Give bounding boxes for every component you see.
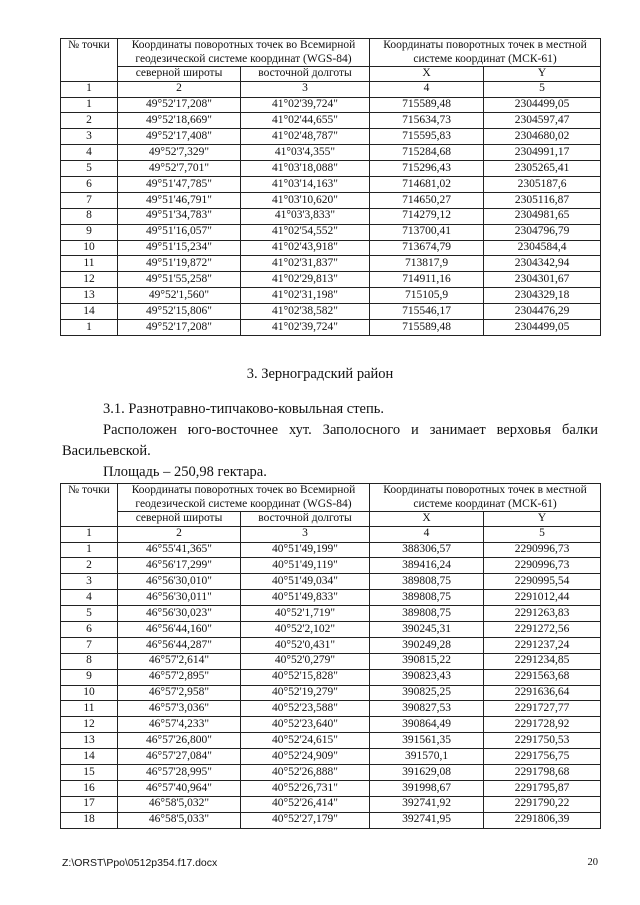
table-row xyxy=(61,780,601,796)
cell-point-number: 13 xyxy=(61,288,118,304)
cell-point-number: 18 xyxy=(61,812,118,828)
table-row xyxy=(61,669,601,685)
cell-x: 390245,31 xyxy=(370,621,484,637)
cell-point-number: 11 xyxy=(61,701,118,717)
table-row xyxy=(61,256,601,272)
cell-latitude: 49°51'46,791" xyxy=(118,192,241,208)
cell-longitude: 40°51'49,119" xyxy=(241,558,370,574)
cell-latitude: 49°51'55,258" xyxy=(118,272,241,288)
cell-x: 389808,75 xyxy=(370,590,484,606)
cell-longitude: 40°52'26,414" xyxy=(241,796,370,812)
cell-y: 2291750,53 xyxy=(484,733,601,749)
table-row xyxy=(61,606,601,622)
cell-y: 2304342,94 xyxy=(484,256,601,272)
cell-y: 2291790,22 xyxy=(484,796,601,812)
header-longitude: восточной долготы xyxy=(241,67,370,82)
table-row xyxy=(61,796,601,812)
cell-latitude: 49°51'19,872" xyxy=(118,256,241,272)
area-text: Площадь – 250,98 гектара. xyxy=(103,464,267,480)
cell-y: 2304499,05 xyxy=(484,319,601,335)
cell-y: 2291728,92 xyxy=(484,717,601,733)
cell-longitude: 40°52'0,279" xyxy=(241,653,370,669)
cell-latitude: 49°52'7,701" xyxy=(118,161,241,177)
cell-longitude: 41°03'4,355" xyxy=(241,145,370,161)
column-index-cell: 5 xyxy=(484,526,601,542)
cell-longitude: 40°51'49,034" xyxy=(241,574,370,590)
cell-x: 391570,1 xyxy=(370,749,484,765)
cell-y: 2290996,73 xyxy=(484,558,601,574)
cell-longitude: 40°52'24,909" xyxy=(241,749,370,765)
cell-x: 390864,49 xyxy=(370,717,484,733)
column-index-cell: 5 xyxy=(484,81,601,97)
cell-y: 2304796,79 xyxy=(484,224,601,240)
cell-longitude: 41°02'39,724" xyxy=(241,97,370,113)
cell-x: 390249,28 xyxy=(370,637,484,653)
cell-y: 2304499,05 xyxy=(484,97,601,113)
cell-y: 2291727,77 xyxy=(484,701,601,717)
cell-latitude: 49°51'15,234" xyxy=(118,240,241,256)
cell-point-number: 5 xyxy=(61,606,118,622)
subsection-title: 3.1. Разнотравно-типчаково-ковыльная степь. xyxy=(103,401,384,417)
section-heading: 3. Зерноградский район xyxy=(246,366,394,382)
cell-x: 392741,92 xyxy=(370,796,484,812)
cell-latitude: 46°57'40,964" xyxy=(118,780,241,796)
coordinates-table-1 xyxy=(60,38,601,336)
cell-longitude: 40°52'2,102" xyxy=(241,621,370,637)
cell-x: 714650,27 xyxy=(370,192,484,208)
cell-x: 715589,48 xyxy=(370,97,484,113)
table-row xyxy=(61,542,601,558)
cell-point-number: 15 xyxy=(61,764,118,780)
cell-latitude: 46°57'4,233" xyxy=(118,717,241,733)
header-latitude: северной широты xyxy=(118,67,241,82)
cell-longitude: 40°52'0,431" xyxy=(241,637,370,653)
cell-y: 2304991,17 xyxy=(484,145,601,161)
cell-x: 390823,43 xyxy=(370,669,484,685)
page-number: 20 xyxy=(587,857,598,868)
cell-latitude: 49°52'17,208" xyxy=(118,319,241,335)
cell-point-number: 7 xyxy=(61,192,118,208)
cell-point-number: 1 xyxy=(61,542,118,558)
cell-y: 2291756,75 xyxy=(484,749,601,765)
cell-point-number: 2 xyxy=(61,558,118,574)
cell-y: 2304329,18 xyxy=(484,288,601,304)
header-wgs-group: Координаты поворотных точек во Всемирной геодезической системе координат (WGS-84) xyxy=(118,39,370,67)
cell-longitude: 40°52'27,179" xyxy=(241,812,370,828)
cell-y: 2290995,54 xyxy=(484,574,601,590)
cell-latitude: 46°57'2,895" xyxy=(118,669,241,685)
cell-y: 2291806,39 xyxy=(484,812,601,828)
cell-longitude: 41°02'29,813" xyxy=(241,272,370,288)
column-index-row xyxy=(61,81,601,97)
cell-latitude: 46°56'30,023" xyxy=(118,606,241,622)
cell-longitude: 40°52'23,640" xyxy=(241,717,370,733)
table-row xyxy=(61,701,601,717)
table-row xyxy=(61,637,601,653)
cell-y: 2305116,87 xyxy=(484,192,601,208)
column-index-cell: 2 xyxy=(118,526,241,542)
cell-latitude: 46°56'30,011" xyxy=(118,590,241,606)
cell-x: 715105,9 xyxy=(370,288,484,304)
cell-x: 713817,9 xyxy=(370,256,484,272)
cell-longitude: 40°52'26,731" xyxy=(241,780,370,796)
cell-longitude: 40°52'15,828" xyxy=(241,669,370,685)
cell-latitude: 49°52'18,669" xyxy=(118,113,241,129)
cell-point-number: 12 xyxy=(61,717,118,733)
cell-y: 2305265,41 xyxy=(484,161,601,177)
table-row xyxy=(61,558,601,574)
cell-point-number: 7 xyxy=(61,637,118,653)
cell-x: 389416,24 xyxy=(370,558,484,574)
cell-latitude: 49°51'47,785" xyxy=(118,176,241,192)
cell-x: 391998,67 xyxy=(370,780,484,796)
table-row xyxy=(61,685,601,701)
cell-latitude: 46°57'2,614" xyxy=(118,653,241,669)
cell-longitude: 41°02'31,837" xyxy=(241,256,370,272)
cell-latitude: 49°52'17,208" xyxy=(118,97,241,113)
header-point-number: № точки xyxy=(61,484,118,527)
cell-latitude: 46°56'17,299" xyxy=(118,558,241,574)
header-y: Y xyxy=(484,67,601,82)
table-row xyxy=(61,319,601,335)
cell-longitude: 40°52'19,279" xyxy=(241,685,370,701)
cell-x: 714681,02 xyxy=(370,176,484,192)
cell-x: 715546,17 xyxy=(370,304,484,320)
cell-y: 2291795,87 xyxy=(484,780,601,796)
cell-y: 2290996,73 xyxy=(484,542,601,558)
cell-x: 390827,53 xyxy=(370,701,484,717)
table-row xyxy=(61,97,601,113)
table-row xyxy=(61,240,601,256)
cell-point-number: 6 xyxy=(61,176,118,192)
cell-y: 2304981,65 xyxy=(484,208,601,224)
cell-latitude: 46°56'44,287" xyxy=(118,637,241,653)
cell-x: 715589,48 xyxy=(370,319,484,335)
cell-point-number: 4 xyxy=(61,590,118,606)
cell-latitude: 46°57'28,995" xyxy=(118,764,241,780)
cell-latitude: 49°51'16,057" xyxy=(118,224,241,240)
cell-latitude: 49°52'7,329" xyxy=(118,145,241,161)
cell-latitude: 49°51'34,783" xyxy=(118,208,241,224)
cell-point-number: 1 xyxy=(61,97,118,113)
cell-point-number: 5 xyxy=(61,161,118,177)
column-index-row xyxy=(61,526,601,542)
column-index-cell: 4 xyxy=(370,81,484,97)
header-y: Y xyxy=(484,512,601,527)
cell-point-number: 3 xyxy=(61,129,118,145)
header-x: X xyxy=(370,67,484,82)
cell-longitude: 41°03'14,163" xyxy=(241,176,370,192)
cell-y: 2291272,56 xyxy=(484,621,601,637)
table-row xyxy=(61,749,601,765)
cell-x: 713700,41 xyxy=(370,224,484,240)
cell-y: 2291237,24 xyxy=(484,637,601,653)
cell-y: 2291798,68 xyxy=(484,764,601,780)
cell-x: 392741,95 xyxy=(370,812,484,828)
cell-y: 2291636,64 xyxy=(484,685,601,701)
table-row xyxy=(61,733,601,749)
cell-longitude: 40°52'26,888" xyxy=(241,764,370,780)
cell-y: 2304476,29 xyxy=(484,304,601,320)
cell-point-number: 10 xyxy=(61,240,118,256)
cell-point-number: 11 xyxy=(61,256,118,272)
cell-x: 713674,79 xyxy=(370,240,484,256)
cell-longitude: 41°03'3,833" xyxy=(241,208,370,224)
table-row xyxy=(61,224,601,240)
cell-longitude: 40°51'49,833" xyxy=(241,590,370,606)
table-row xyxy=(61,208,601,224)
cell-longitude: 41°02'31,198" xyxy=(241,288,370,304)
table-row xyxy=(61,653,601,669)
table-row xyxy=(61,145,601,161)
cell-x: 390815,22 xyxy=(370,653,484,669)
cell-latitude: 49°52'1,560" xyxy=(118,288,241,304)
cell-x: 391561,35 xyxy=(370,733,484,749)
cell-x: 390825,25 xyxy=(370,685,484,701)
cell-longitude: 41°02'44,655" xyxy=(241,113,370,129)
table-row xyxy=(61,621,601,637)
cell-point-number: 14 xyxy=(61,304,118,320)
header-wgs-group: Координаты поворотных точек во Всемирной геодезической системе координат (WGS-84) xyxy=(118,484,370,512)
cell-point-number: 13 xyxy=(61,733,118,749)
cell-longitude: 41°02'54,552" xyxy=(241,224,370,240)
cell-point-number: 14 xyxy=(61,749,118,765)
cell-latitude: 46°57'26,800" xyxy=(118,733,241,749)
header-longitude: восточной долготы xyxy=(241,512,370,527)
cell-latitude: 46°57'27,084" xyxy=(118,749,241,765)
cell-latitude: 46°56'30,010" xyxy=(118,574,241,590)
cell-y: 2305187,6 xyxy=(484,176,601,192)
header-msk-group: Координаты поворотных точек в местной системе координат (МСК-61) xyxy=(370,484,601,512)
table-row xyxy=(61,272,601,288)
table-row xyxy=(61,129,601,145)
column-index-cell: 4 xyxy=(370,526,484,542)
cell-point-number: 16 xyxy=(61,780,118,796)
column-index-cell: 3 xyxy=(241,526,370,542)
header-x: X xyxy=(370,512,484,527)
table-row xyxy=(61,176,601,192)
cell-x: 389808,75 xyxy=(370,606,484,622)
cell-y: 2304680,02 xyxy=(484,129,601,145)
cell-point-number: 8 xyxy=(61,653,118,669)
cell-point-number: 9 xyxy=(61,224,118,240)
cell-y: 2291263,83 xyxy=(484,606,601,622)
cell-x: 389808,75 xyxy=(370,574,484,590)
cell-x: 388306,57 xyxy=(370,542,484,558)
table-row xyxy=(61,161,601,177)
cell-longitude: 41°02'43,918" xyxy=(241,240,370,256)
table-row xyxy=(61,574,601,590)
table-row xyxy=(61,304,601,320)
cell-latitude: 46°55'41,365" xyxy=(118,542,241,558)
cell-latitude: 49°52'17,408" xyxy=(118,129,241,145)
cell-x: 715296,43 xyxy=(370,161,484,177)
cell-longitude: 41°03'10,620" xyxy=(241,192,370,208)
cell-latitude: 49°52'15,806" xyxy=(118,304,241,320)
cell-y: 2291234,85 xyxy=(484,653,601,669)
cell-point-number: 4 xyxy=(61,145,118,161)
cell-y: 2304584,4 xyxy=(484,240,601,256)
cell-y: 2291012,44 xyxy=(484,590,601,606)
cell-longitude: 40°51'49,199" xyxy=(241,542,370,558)
cell-latitude: 46°57'3,036" xyxy=(118,701,241,717)
cell-point-number: 9 xyxy=(61,669,118,685)
table-row xyxy=(61,764,601,780)
footer-file-path: Z:\ORST\Ppo\0512p354.f17.docx xyxy=(62,857,218,869)
column-index-cell: 1 xyxy=(61,81,118,97)
cell-point-number: 17 xyxy=(61,796,118,812)
table-row xyxy=(61,590,601,606)
cell-x: 715284,68 xyxy=(370,145,484,161)
header-latitude: северной широты xyxy=(118,512,241,527)
header-point-number: № точки xyxy=(61,39,118,82)
column-index-cell: 3 xyxy=(241,81,370,97)
column-index-cell: 2 xyxy=(118,81,241,97)
cell-x: 391629,08 xyxy=(370,764,484,780)
cell-x: 715595,83 xyxy=(370,129,484,145)
cell-latitude: 46°58'5,033" xyxy=(118,812,241,828)
cell-x: 714279,12 xyxy=(370,208,484,224)
cell-point-number: 8 xyxy=(61,208,118,224)
cell-latitude: 46°58'5,032" xyxy=(118,796,241,812)
cell-longitude: 41°02'38,582" xyxy=(241,304,370,320)
cell-point-number: 10 xyxy=(61,685,118,701)
cell-point-number: 12 xyxy=(61,272,118,288)
table-row xyxy=(61,812,601,828)
column-index-cell: 1 xyxy=(61,526,118,542)
cell-point-number: 3 xyxy=(61,574,118,590)
location-description: Расположен юго-восточнее хут. Заполосного и занимает верховья балки Васильевской. xyxy=(62,422,598,459)
table-row xyxy=(61,113,601,129)
cell-latitude: 46°56'44,160" xyxy=(118,621,241,637)
cell-longitude: 40°52'1,719" xyxy=(241,606,370,622)
cell-point-number: 2 xyxy=(61,113,118,129)
cell-y: 2291563,68 xyxy=(484,669,601,685)
cell-point-number: 1 xyxy=(61,319,118,335)
cell-longitude: 41°03'18,088" xyxy=(241,161,370,177)
cell-longitude: 40°52'24,615" xyxy=(241,733,370,749)
cell-x: 715634,73 xyxy=(370,113,484,129)
header-msk-group: Координаты поворотных точек в местной системе координат (МСК-61) xyxy=(370,39,601,67)
cell-longitude: 41°02'39,724" xyxy=(241,319,370,335)
table-row xyxy=(61,192,601,208)
cell-point-number: 6 xyxy=(61,621,118,637)
cell-y: 2304301,67 xyxy=(484,272,601,288)
table-row xyxy=(61,288,601,304)
cell-longitude: 40°52'23,588" xyxy=(241,701,370,717)
cell-latitude: 46°57'2,958" xyxy=(118,685,241,701)
cell-x: 714911,16 xyxy=(370,272,484,288)
coordinates-table-2 xyxy=(60,483,601,829)
cell-longitude: 41°02'48,787" xyxy=(241,129,370,145)
table-row xyxy=(61,717,601,733)
cell-y: 2304597,47 xyxy=(484,113,601,129)
